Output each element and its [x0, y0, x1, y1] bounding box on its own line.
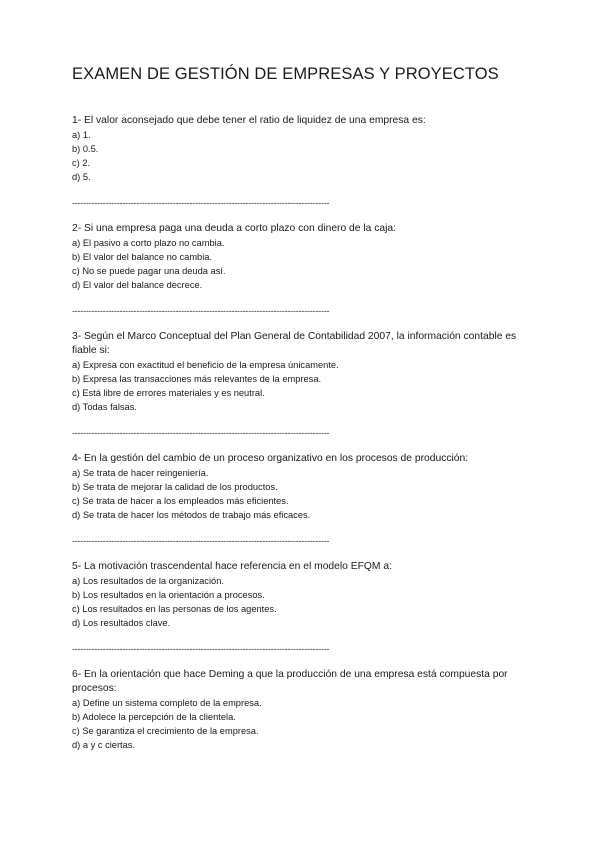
- divider-line: --------------------------------------------------------------------------------------------: [72, 644, 330, 654]
- option-d: d) a y c ciertas.: [72, 740, 136, 750]
- option-d: d) Se trata de hacer los métodos de trabajo más eficaces.: [72, 510, 311, 520]
- question-1: [72, 114, 542, 184]
- divider-line: --------------------------------------------------------------------------------------------: [72, 536, 330, 546]
- option-c: c) Los resultados en las personas de los agentes.: [72, 604, 277, 614]
- option-c: c) Está libre de errores materiales y es neutral.: [72, 388, 265, 398]
- divider-line: --------------------------------------------------------------------------------------------: [72, 428, 330, 438]
- option-b: b) El valor del balance no cambia.: [72, 252, 213, 262]
- option-d: d) Los resultados clave.: [72, 618, 171, 628]
- question-2: [72, 222, 542, 292]
- question-text: 4- En la gestión del cambio de un proceso organizativo en los procesos de producción:: [72, 453, 469, 464]
- option-a: a) Se trata de hacer reingeniería.: [72, 468, 209, 478]
- option-b: b) Adolece la percepción de la clientela.: [72, 712, 236, 722]
- question-text: 6- En la orientación que hace Deming a que la producción de una empresa está compuesta por procesos:: [72, 669, 508, 694]
- option-c: c) Se garantiza el crecimiento de la empresa.: [72, 726, 259, 736]
- question-text: 1- El valor aconsejado que debe tener el ratio de liquidez de una empresa es:: [72, 115, 426, 126]
- option-b: b) Expresa las transacciones más relevantes de la empresa.: [72, 374, 322, 384]
- divider-line: --------------------------------------------------------------------------------------------: [72, 306, 330, 316]
- option-a: a) 1.: [72, 130, 91, 140]
- option-d: d) El valor del balance decrece.: [72, 280, 203, 290]
- option-b: b) 0.5.: [72, 144, 99, 154]
- question-3: [72, 330, 542, 414]
- option-a: a) El pasivo a corto plazo no cambia.: [72, 238, 225, 248]
- question-6: [72, 668, 542, 752]
- option-list: [72, 358, 542, 414]
- question-5: [72, 560, 542, 630]
- question-text: 5- La motivación trascendental hace referencia en el modelo EFQM a:: [72, 561, 392, 572]
- option-c: c) No se puede pagar una deuda así.: [72, 266, 226, 276]
- option-c: c) Se trata de hacer a los empleados más eficientes.: [72, 496, 289, 506]
- divider-line: --------------------------------------------------------------------------------------------: [72, 198, 330, 208]
- option-d: d) 5.: [72, 172, 91, 182]
- option-b: b) Los resultados en la orientación a procesos.: [72, 590, 265, 600]
- option-a: a) Los resultados de la organización.: [72, 576, 224, 586]
- option-list: [72, 128, 542, 184]
- option-list: [72, 696, 542, 752]
- page-title: EXAMEN DE GESTIÓN DE EMPRESAS Y PROYECTOS: [72, 65, 499, 83]
- option-list: [72, 236, 542, 292]
- option-a: a) Expresa con exactitud el beneficio de la empresa únicamente.: [72, 360, 339, 370]
- question-4: [72, 452, 542, 522]
- question-text: 2- Si una empresa paga una deuda a corto plazo con dinero de la caja:: [72, 223, 397, 234]
- option-d: d) Todas falsas.: [72, 402, 137, 412]
- option-b: b) Se trata de mejorar la calidad de los productos.: [72, 482, 278, 492]
- option-c: c) 2.: [72, 158, 91, 168]
- question-text: 3- Según el Marco Conceptual del Plan General de Contabilidad 2007, la información contable es fiable si:: [72, 331, 517, 356]
- option-list: [72, 466, 542, 522]
- option-a: a) Define un sistema completo de la empresa.: [72, 698, 262, 708]
- exam-page: [72, 64, 542, 752]
- option-list: [72, 574, 542, 630]
